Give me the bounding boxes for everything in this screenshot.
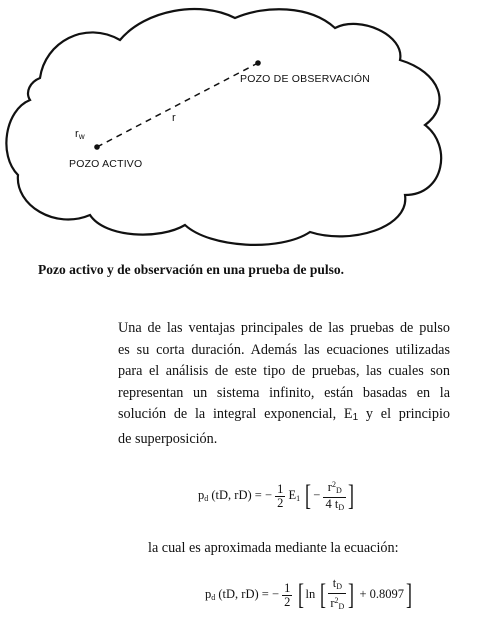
eq1-r-sup: 2 — [331, 480, 336, 489]
eq1-half-num: 1 — [277, 481, 284, 496]
eq2-constant: + 0.8097 — [359, 586, 404, 601]
eq1-open-bracket: [ — [305, 479, 312, 512]
eq2-ln: ln — [305, 586, 316, 601]
eq1-args: (tD, rD) — [211, 487, 252, 502]
paragraph-line: para el análisis de este tipo de pruebas, las cuales son — [118, 363, 450, 380]
eq1-frac-den — [323, 498, 346, 514]
paragraph-line-text: solución de la integral exponencial, E — [118, 406, 353, 423]
paragraph-line: de superposición. — [118, 430, 218, 447]
eq1-close-bracket: ] — [348, 479, 355, 512]
equation-1 — [198, 478, 356, 514]
paragraph-line: es su corta duración. Además las ecuaciones utilizadas — [118, 341, 450, 358]
eq2-r: r — [330, 596, 335, 610]
eq1-E-sub: 1 — [296, 493, 301, 503]
eq2-half-den: 2 — [284, 594, 291, 609]
eq1-minus: − — [313, 487, 321, 502]
body-paragraph — [118, 318, 450, 451]
eq2-p: p — [205, 586, 212, 601]
rw-label — [75, 128, 85, 141]
paragraph-line-e1 — [118, 404, 450, 429]
eq2-half-num: 1 — [284, 580, 291, 595]
eq2-frac-den — [328, 594, 346, 613]
eq2-args: (tD, rD) — [218, 586, 259, 601]
observation-well-label: POZO DE OBSERVACIÓN — [240, 73, 371, 85]
eq2-half — [282, 582, 292, 609]
paragraph-line: Una de las ventajas principales de las pruebas de pulso — [118, 320, 450, 336]
eq1-half-den: 2 — [277, 495, 284, 510]
eq2-r-sup: 2 — [334, 596, 339, 605]
reservoir-boundary — [6, 9, 441, 245]
eq2-inner-close-bracket: ] — [348, 578, 355, 611]
active-well-label: POZO ACTIVO — [69, 158, 143, 170]
rw-symbol: r — [75, 128, 79, 140]
paragraph-line: representan un sistema infinito, están basadas en la — [118, 384, 450, 401]
active-well-dot — [94, 144, 100, 150]
eq2-r-sub: D — [338, 602, 345, 611]
eq2-t: t — [332, 576, 337, 590]
rw-subscript: w — [78, 132, 85, 141]
eq2-equals: = − — [261, 586, 279, 601]
eq1-r-sub: D — [335, 486, 342, 495]
eq1-equals: = − — [254, 487, 272, 502]
eq2-frac-num — [328, 577, 346, 594]
eq1-den-sub: D — [338, 503, 345, 512]
eq1-r: r — [327, 480, 332, 494]
eq1-E: E — [288, 487, 297, 502]
eq2-p-sub: d — [211, 592, 216, 602]
eq2-t-sub: D — [336, 582, 342, 591]
distance-line-r — [97, 63, 258, 147]
figure-caption: Pozo activo y de observación en una prueba de pulso. — [38, 262, 345, 277]
eq1-frac — [323, 478, 346, 514]
equation-2 — [205, 577, 414, 613]
eq1-p: p — [198, 487, 205, 502]
eq2-close-bracket: ] — [406, 578, 412, 611]
observation-well-dot — [255, 60, 261, 66]
reservoir-figure — [0, 0, 497, 255]
eq2-frac — [328, 577, 346, 613]
eq1-p-sub: d — [204, 493, 209, 503]
paragraph-line-tail: y el principio — [358, 406, 450, 423]
eq1-frac-num — [323, 478, 346, 498]
r-label: r — [172, 112, 176, 124]
approx-text: la cual es aproximada mediante la ecuación: — [148, 540, 399, 556]
eq2-inner-open-bracket: [ — [320, 578, 327, 611]
e1-subscript: 1 — [352, 412, 359, 424]
eq1-den: 4 t — [325, 497, 339, 511]
eq1-half — [275, 483, 285, 510]
eq2-open-bracket: [ — [297, 578, 304, 611]
